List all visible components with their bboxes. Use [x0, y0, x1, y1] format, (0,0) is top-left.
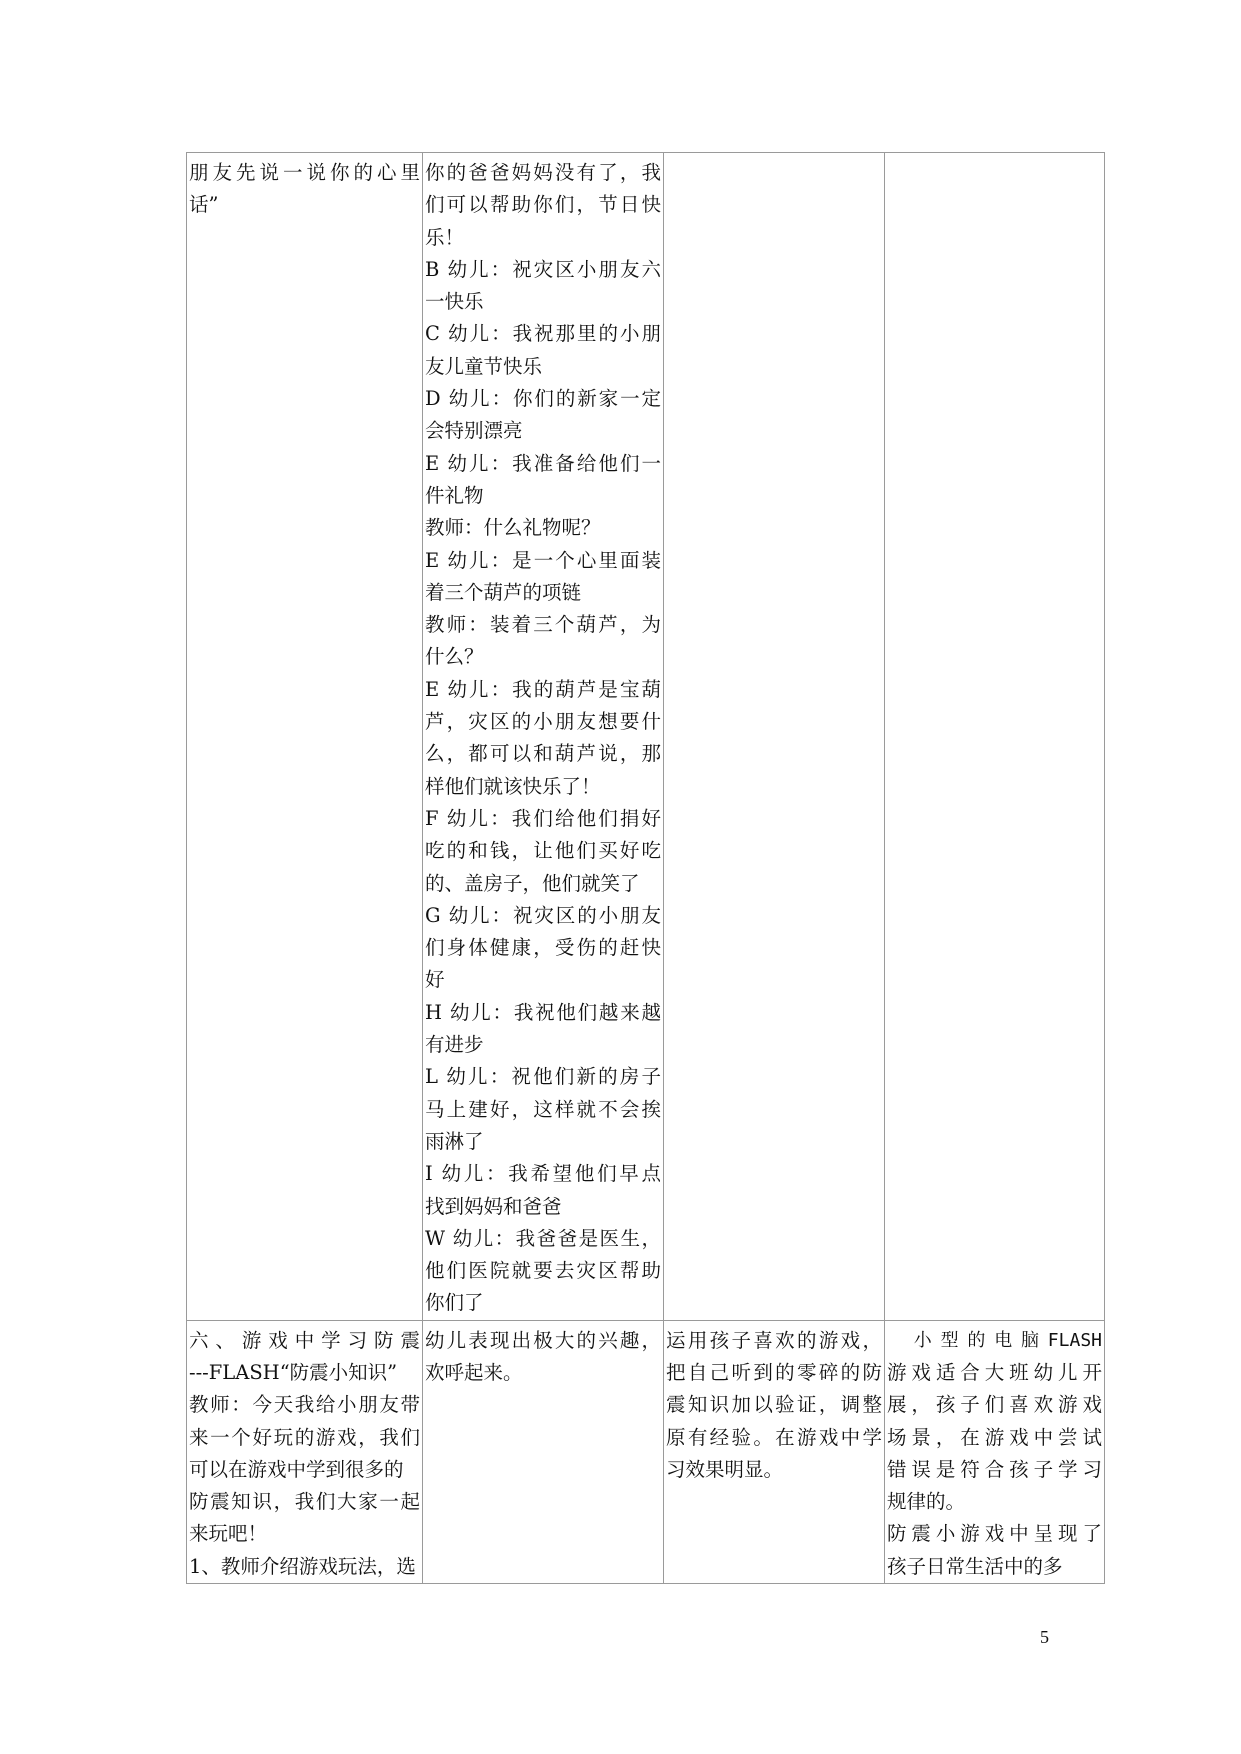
cell-line: 么，都可以和葫芦说，那 [425, 742, 661, 766]
cell-line: 防震小游戏中呈现了 [887, 1522, 1102, 1546]
cell-line: 震知识加以验证，调整 [666, 1393, 882, 1417]
cell-line: 朋友先说一说你的心里 [189, 161, 420, 184]
cell-line: F 幼儿：我们给他们捐好 [425, 806, 661, 830]
cell-line: H 幼儿：我祝他们越来越 [425, 1000, 661, 1024]
cell-line: 可以在游戏中学到很多的 [189, 1457, 404, 1481]
lesson-plan-table [186, 152, 1105, 1584]
cell-line: 幼儿表现出极大的兴趣， [425, 1328, 661, 1352]
cell-reflection-empty [885, 153, 1105, 1321]
cell-line: 游戏适合大班幼儿开 [887, 1360, 1102, 1384]
cell-line: 着三个葫芦的项链 [425, 580, 582, 604]
cell-line: B 幼儿：祝灾区小朋友六 [425, 257, 661, 281]
cell-line: 好 [425, 968, 445, 992]
cell-line: 吃的和钱，让他们买好吃 [425, 839, 661, 863]
cell-line: 来一个好玩的游戏，我们 [189, 1425, 420, 1449]
cell-line: 们可以帮助你们，节日快 [425, 193, 661, 217]
cell-line: 孩子日常生活中的多 [887, 1554, 1063, 1578]
cell-line: 欢呼起来。 [425, 1360, 523, 1384]
cell-line: 马上建好，这样就不会挨 [425, 1097, 661, 1121]
cell-line: 件礼物 [425, 483, 484, 507]
cell-line: 来玩吧！ [189, 1522, 268, 1546]
cell-line: 们身体健康，受伤的赶快 [425, 936, 661, 960]
cell-line: 错误是符合孩子学习 [887, 1457, 1102, 1481]
cell-line: L 幼儿：祝他们新的房子 [425, 1065, 661, 1089]
cell-line: 会特别漂亮 [425, 419, 523, 443]
cell-line: 你们了 [425, 1291, 484, 1315]
cell-line: 乐！ [425, 225, 465, 249]
cell-line: 原有经验。在游戏中学 [666, 1425, 882, 1449]
cell-line: 教师：什么礼物呢？ [425, 516, 601, 540]
cell-line: E 幼儿：是一个心里面装 [425, 548, 661, 572]
table-row [187, 153, 1105, 1321]
cell-activity-continued [187, 153, 423, 1321]
cell-line: 芦，灾区的小朋友想要什 [425, 710, 661, 734]
cell-line: 展，孩子们喜欢游戏 [887, 1393, 1102, 1417]
table-row [187, 1320, 1105, 1583]
cell-line: 场景，在游戏中尝试 [887, 1425, 1102, 1449]
cell-line: 你的爸爸妈妈没有了，我 [425, 161, 661, 184]
cell-line: G 幼儿：祝灾区的小朋友 [425, 903, 661, 927]
cell-line: 习效果明显。 [666, 1457, 784, 1481]
cell-line: D 幼儿：你们的新家一定 [425, 387, 661, 411]
cell-line: 六、游戏中学习防震 [189, 1328, 420, 1352]
cell-line: 1、教师介绍游戏玩法，选 [189, 1554, 416, 1578]
cell-line: ---FLASH“防震小知识” [189, 1360, 398, 1384]
cell-children-responses [423, 153, 664, 1321]
cell-line: I 幼儿：我希望他们早点 [425, 1162, 661, 1186]
cell-line: 他们医院就要去灾区帮助 [425, 1259, 661, 1283]
cell-line: 规律的。 [887, 1490, 966, 1514]
cell-line: 找到妈妈和爸爸 [425, 1194, 562, 1218]
cell-analysis-empty [664, 153, 885, 1321]
cell-line: 防震知识，我们大家一起 [189, 1490, 420, 1514]
cell-line: 教师：今天我给小朋友带 [189, 1393, 420, 1417]
cell-line: 把自己听到的零碎的防 [666, 1360, 882, 1384]
cell-line: 雨淋了 [425, 1129, 484, 1153]
cell-line: 样他们就该快乐了！ [425, 774, 601, 798]
cell-line: E 幼儿：我准备给他们一 [425, 451, 661, 475]
cell-line: 一快乐 [425, 290, 484, 314]
cell-line: 教师：装着三个葫芦，为 [425, 613, 661, 637]
cell-game-activity [187, 1320, 423, 1583]
cell-line: 话” [189, 193, 219, 217]
page-number: 5 [1040, 1627, 1049, 1647]
cell-line: E 幼儿：我的葫芦是宝葫 [425, 677, 661, 701]
cell-children-reaction [423, 1320, 664, 1583]
cell-line: 运用孩子喜欢的游戏， [666, 1328, 882, 1352]
cell-line: 什么？ [425, 645, 484, 669]
cell-line: 有进步 [425, 1033, 484, 1057]
cell-line: 的、盖房子，他们就笑了 [425, 871, 640, 895]
cell-line: 友儿童节快乐 [425, 354, 543, 378]
cell-line: 小型的电脑FLASH [887, 1329, 1102, 1351]
cell-line: W 幼儿：我爸爸是医生， [425, 1226, 661, 1250]
cell-game-analysis [664, 1320, 885, 1583]
cell-line: C 幼儿：我祝那里的小朋 [425, 322, 661, 346]
cell-game-reflection [885, 1320, 1105, 1583]
